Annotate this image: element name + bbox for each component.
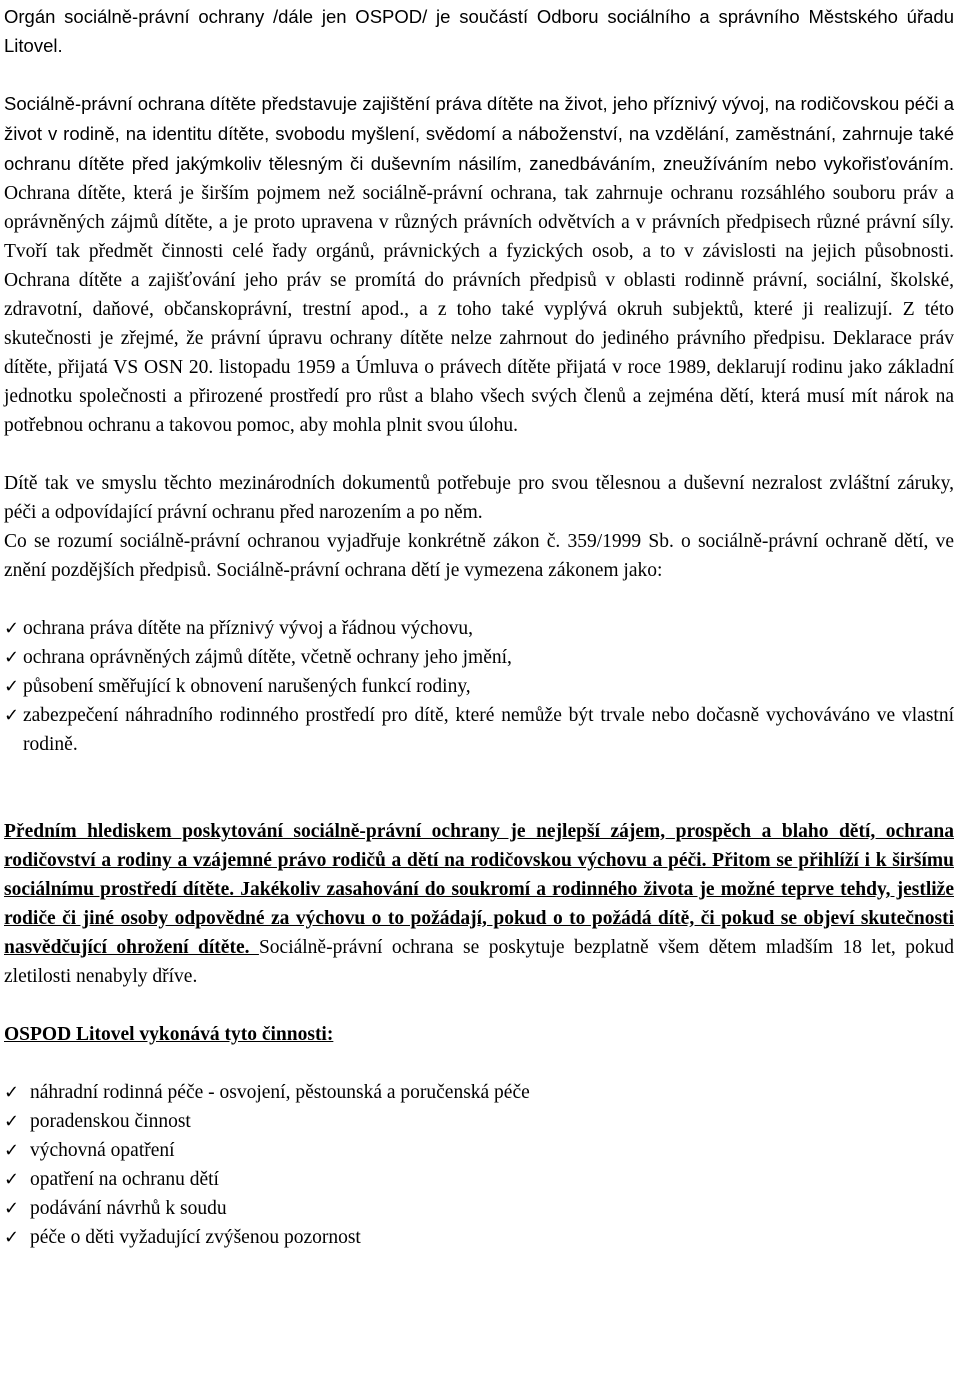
protection-scope-list — [4, 614, 954, 759]
list-item: ✓ ochrana oprávněných zájmů dítěte, včetně ochrany jeho jmění, — [4, 643, 954, 672]
checkmark-icon: ✓ — [4, 676, 20, 697]
paragraph-principles — [4, 817, 954, 991]
activities-list — [4, 1078, 954, 1252]
checkmark-icon: ✓ — [4, 1111, 20, 1132]
checkmark-icon: ✓ — [4, 705, 20, 726]
list-item: ✓ opatření na ochranu dětí — [4, 1165, 954, 1194]
list-item: ✓ ochrana práva dítěte na příznivý vývoj a řádnou výchovu, — [4, 614, 954, 643]
checkmark-icon: ✓ — [4, 1227, 20, 1248]
paragraph-international-documents: Dítě tak ve smyslu těchto mezinárodních dokumentů potřebuje pro svou tělesnou a duševní nezralost zvláštní záruky, péči a odpovídající právní ochranu před narozením a po něm. — [4, 473, 954, 523]
checkmark-icon: ✓ — [4, 1140, 20, 1161]
list-item: ✓ podávání návrhů k soudu — [4, 1194, 954, 1223]
list-item: ✓ poradenskou činnost — [4, 1107, 954, 1136]
list-item: ✓ působení směřující k obnovení narušených funkcí rodiny, — [4, 672, 954, 701]
list-item: ✓ péče o děti vyžadující zvýšenou pozornost — [4, 1223, 954, 1252]
list-item: ✓ náhradní rodinná péče - osvojení, pěstounská a poručenská péče — [4, 1078, 954, 1107]
principles-bold-underlined: Předním hlediskem poskytování sociálně-právní ochrany je nejlepší zájem, prospěch a blaho dětí, ochrana rodičovství a rodiny a vzájemné právo rodičů a dětí na rodičovskou výchovu a péči. Přitom se přihlíží i k širšímu sociálnímu prostředí dítěte. Jakékoliv zasahování do soukromí a rodinného života je možné teprve tehdy, jestliže rodiče či jiné osoby odpovědné za výchovu o to požádají, pokud o to požádá dítě, či pokud se objeví skutečnosti nasvědčující ohrožení dítěte. — [4, 821, 954, 958]
definition-serif-text: Ochrana dítěte, která je širším pojmem než sociálně-právní ochrana, tak zahrnuje ochranu rozsáhlého souboru práv a oprávněných zájmů dítěte, a je proto upravena v různých právních odvětvích a v právních předpisech různé právní síly. Tvoří tak předmět činnosti celé řady orgánů, právnických a fyzických osob, a to v závislosti na jejich působnosti. Ochrana dítěte a zajišťování jeho práv se promítá do právních předpisů v oblasti rodinně právní, sociální, školské, zdravotní, daňové, občanskoprávní, trestní apod., a z toho také vyplývá okruh subjektů, které ji realizují. Z této skutečnosti je zřejmé, že právní úpravu ochrany dítěte nelze zahrnout do jediného právního předpisu. Deklarace práv dítěte, přijatá VS OSN 20. listopadu 1959 a Úmluva o právech dítěte přijatá v roce 1989, deklarují rodinu jako základní jednotku společnosti a přirozené prostředí pro růst a blaho všech svých členů a zejména dětí, která musí mít nárok na potřebnou ochranu a takovou pomoc, aby mohla plnit svou úlohu. — [4, 183, 954, 436]
paragraph-child-protection-definition — [4, 89, 954, 440]
checkmark-icon: ✓ — [4, 1169, 20, 1190]
principles-normal-text: Sociálně-právní ochrana se poskytuje bezplatně všem dětem mladším 18 let, pokud zletilosti nenabyly dříve. — [4, 937, 954, 987]
list-item: ✓ výchovná opatření — [4, 1136, 954, 1165]
checkmark-icon: ✓ — [4, 1082, 20, 1103]
checkmark-icon: ✓ — [4, 647, 20, 668]
checkmark-icon: ✓ — [4, 618, 20, 639]
activities-heading: OSPOD Litovel vykonává tyto činnosti: — [4, 1024, 334, 1045]
checkmark-icon: ✓ — [4, 1198, 20, 1219]
intro-paragraph: Orgán sociálně-právní ochrany /dále jen OSPOD/ je součástí Odboru sociálního a správního Městského úřadu Litovel. — [4, 6, 954, 56]
definition-sans-text: Sociálně-právní ochrana dítěte představuje zajištění práva dítěte na život, jeho příznivý vývoj, na rodičovskou péči a život v rodině, na identitu dítěte, svobodu myšlení, svědomí a náboženství, na vzdělání, zaměstnání, zahrnuje také ochranu dítěte před jakýmkoliv tělesným či duševním násilím, zanedbáváním, zneužíváním nebo vykořisťováním. — [4, 93, 954, 174]
paragraph-law-reference: Co se rozumí sociálně-právní ochranou vyjadřuje konkrétně zákon č. 359/1999 Sb. o sociálně-právní ochraně dětí, ve znění pozdějších předpisů. Sociálně-právní ochrana dětí je vymezena zákonem jako: — [4, 531, 954, 581]
list-item: ✓ zabezpečení náhradního rodinného prostředí pro dítě, které nemůže být trvale nebo dočasně vychováváno ve vlastní rodině. — [4, 701, 954, 759]
